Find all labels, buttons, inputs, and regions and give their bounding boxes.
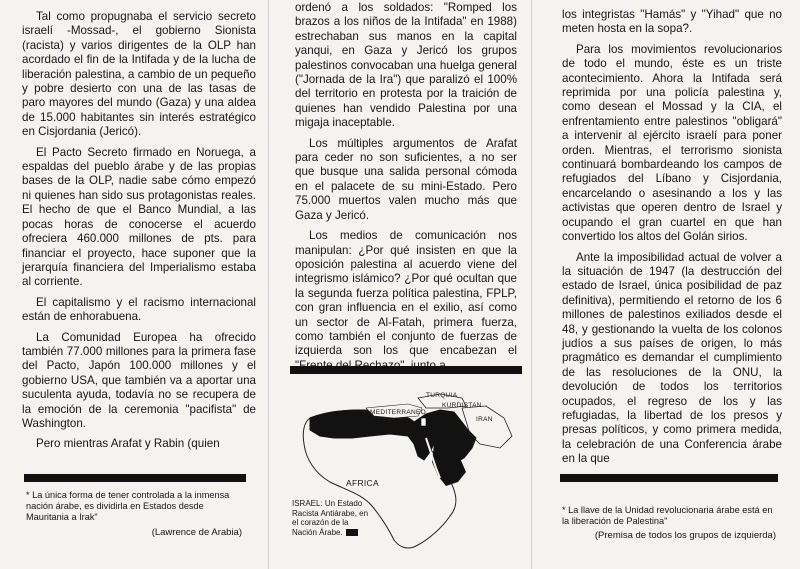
footnote-lawrence: * La única forma de tener controlada a la inmensa nación árabe, es dividirla en Estados desde Mauritania a Irak"	[26, 490, 230, 522]
paragraph: Los medios de comunicación nos manipulan: ¿Por qué insisten en que la oposición palestina al acuerdo viene del integrismo islámico? ¿Por qué ocultan que la segunda fuerza política palestina, FPLP, con gran influencia en el exilio, así como un sector de Al-Fatah, primera fuerza, como también el conjunto de fuerzas de izquierda son los que encabezan el	[295, 229, 517, 358]
israel-marker	[421, 418, 426, 426]
paragraph: los integristas "Hamás" y "Yihad" que no meten hosta en la sopa?.	[562, 8, 782, 36]
divider-bar	[24, 474, 246, 482]
footnote-attribution: (Lawrence de Arabia)	[151, 527, 242, 538]
paragraph: ordenó a los soldados: "Romped los brazos a los niños de la Intifada" en 1988) estrechaban sus manos en la capital yanqui, en Gaza y Jericó los grupos palestinos convocaban una huelga general ("Jornada de la Ira") que paralizó el 100% del territorio en protesta por la traición de quienes han vendido Palestina por una migaja inaceptable.	[295, 1, 517, 130]
paragraph: Los múltiples argumentos de Arafat para ceder no son suficientes, a no ser que busque una salida personal cómoda en el palacete de su mini-Estado. Pero 75.000 muertos valen mucho más que Gaza y Jericó.	[295, 136, 517, 222]
footnote-attribution: (Premisa de todos los grupos de izquierda)	[594, 530, 776, 541]
paragraph: El Pacto Secreto firmado en Noruega, a espaldas del pueblo árabe y de las propias bases de la OLP, nadie sabe cómo empezó ni quienes han sido sus protagonistas reales. El hecho de que el Banco Mundial, a las pocas horas de conocerse el acuerdo ofreciera 460.000 millones de pts. para financiar el proyecto, hace suponer que la jerarquía financiera del Imperialismo estaba al corriente.	[22, 145, 256, 289]
paragraph: Para los movimientos revolucionarios de todo el mundo, éste es un triste acontecimiento. Ahora la Intifada será reprimida por una policía palestina y, como desean el Mossad y la CIA, el enfrentamiento entre palestinos "obligará" a intervenir al ejército israelí para poner orden. Mientras, el terrorismo sionista continuará bombardeando los campos de refugiados del Líbano y Cisjordania, encarcelando o asesinando a los y las activistas que operen dentro de Israel y ocupando el gran cuartel en que han convertido los altos del Golán sirios.	[562, 42, 782, 244]
map-label-mediterraneo: MEDITERRANEO	[370, 409, 426, 416]
column-1	[0, 0, 268, 569]
map-label-africa: AFRICA	[346, 478, 379, 488]
paragraph: El capitalismo y el racismo internacional están de enhorabuena.	[22, 295, 256, 324]
footnote-premisa: * La llave de la Unidad revolucionaria árabe está en la liberación de Palestina"	[562, 505, 773, 526]
column-3	[531, 0, 800, 569]
paragraph: Ante la imposibilidad actual de volver a la situación de 1947 (la destrucción del estado de Israel, única posibilidad de paz definitiva), permitiendo el retorno de los 6 millones de palestinos exiliados desde el 48, y gestionando la vuelta de los colonos judíos a sus países de origen, lo más pragmático es demandar el cumplimiento de las resoluciones de la ONU, la devolución de todos los territorios ocupados, el regreso de los y las refugiadas, la libertad de los presos y presas políticos, y como primera medida, la celebración de una Conferencia árabe en la que	[562, 250, 782, 466]
map-caption-text: ISRAEL: Un Estado Racista Antiárabe, en el corazón de la Nación Árabe.	[292, 499, 369, 537]
paragraph: La Comunidad Europea ha ofrecido también 77.000 millones para la primera fase del Pacto, Japón 100.000 millones y el gobierno USA, que también va a aportar una suculenta ayuda, todavía no se recupera de la emoción de la ceremonia "pacifista" de Washington.	[22, 330, 256, 430]
divider-bar	[560, 474, 778, 482]
legend-square-icon	[346, 529, 358, 536]
map-label-turquia: TURQUIA	[426, 392, 458, 399]
paragraph: Pero mientras Arafat y Rabin (quien	[36, 437, 220, 451]
map-label-kurdistan: KURDISTAN	[442, 402, 482, 409]
paragraph: Tal como propugnaba el servicio secreto israelí -Mossad-, el gobierno Sionista (racista) y varios dirigentes de la OLP han acordado el fin de la Intifada y de la lucha de liberación palestina, a cambio de un pequeño y pobre desierto con una de las tasas de paro mayores del mundo (Gaza) y una aldea de 15.000 habitantes sin interés estratégico en Cisjordania (Jericó).	[22, 10, 256, 139]
map-label-iran: IRAN	[476, 416, 493, 423]
divider-bar	[290, 366, 522, 374]
map-caption	[292, 499, 370, 537]
